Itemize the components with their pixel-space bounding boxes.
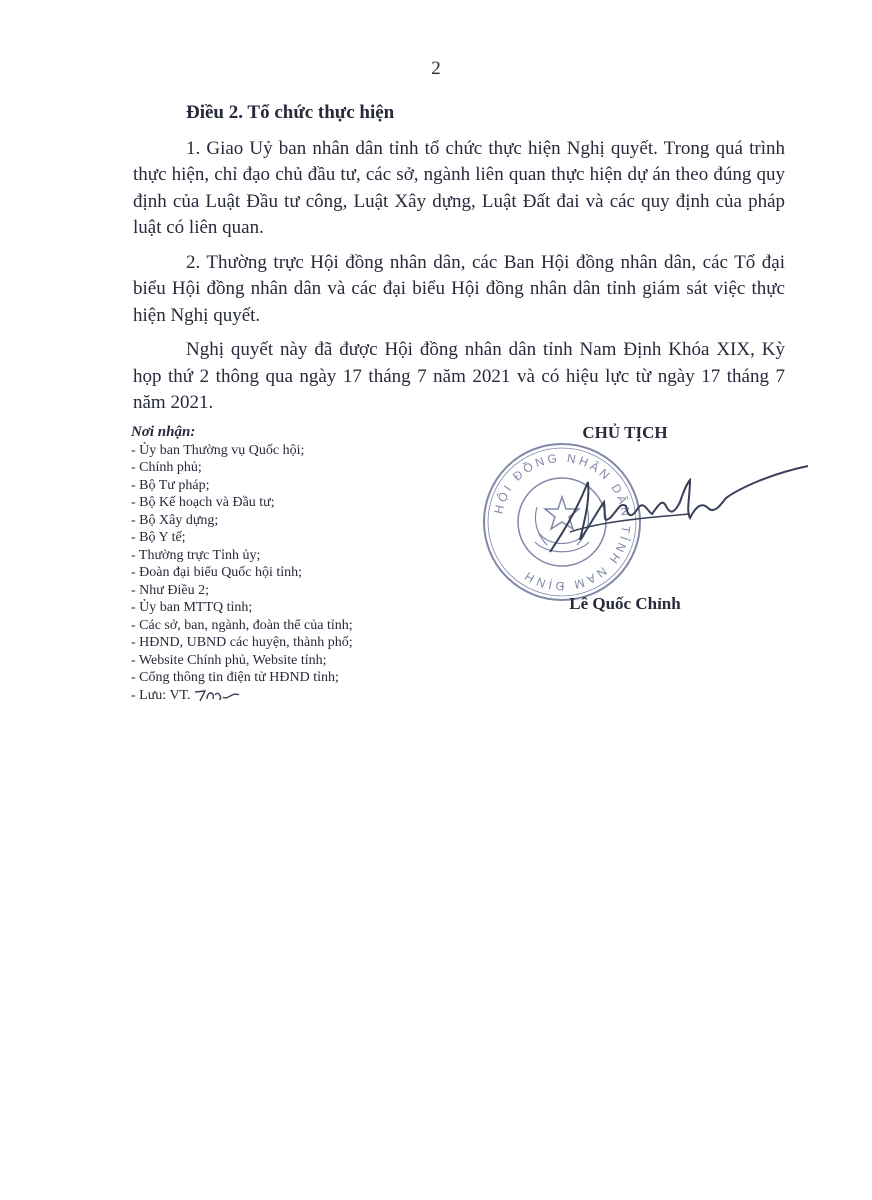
recipients-block [131,424,431,704]
recipient-item: - HĐND, UBND các huyện, thành phố; [131,635,353,650]
recipient-item: - Ủy ban Thường vụ Quốc hội; [131,442,305,458]
paragraph-3: Nghị quyết này đã được Hội đồng nhân dân tỉnh Nam Định Khóa XIX, Kỳ họp thứ 2 thông qua ngày 17 tháng 7 năm 2021 và có hiệu lực từ ngày 17 tháng 7 năm 2021. [133,339,785,413]
article-title: Điều 2. Tổ chức thực hiện [186,102,395,123]
recipient-item-archive [131,687,431,705]
recipient-item: - Ủy ban MTTQ tỉnh; [131,600,253,615]
signer-name: Lê Quốc Chỉnh [569,594,681,613]
signature-block [470,420,810,620]
page-number: 2 [431,58,441,79]
recipient-item: - Bộ Kế hoạch và Đầu tư; [131,495,275,510]
initials-mark-icon [193,687,241,703]
signer-title: CHỦ TỊCH [582,423,668,442]
article-2 [133,100,785,425]
seal-text: HỘI ĐỒNG NHÂN DÂN TỈNH NAM ĐỊNH [491,450,634,594]
recipient-item: - Như Điều 2; [131,582,209,598]
recipient-item: - Đoàn đại biểu Quốc hội tỉnh; [131,565,303,580]
recipient-item: - Thường trực Tỉnh ủy; [131,547,261,563]
recipient-item: - Bộ Y tế; [131,530,186,545]
recipients-title: Nơi nhận: [131,424,196,440]
archive-label: - Lưu: VT. [131,687,191,703]
paragraph-1: 1. Giao Uỷ ban nhân dân tỉnh tổ chức thực hiện Nghị quyết. Trong quá trình thực hiện, chỉ đạo chủ đầu tư, các sở, ngành liên quan thực hiện dự án theo đúng quy định của Luật Đầu tư công, Luật Xây dựng, Luật Đất đai và các quy định của pháp luật có liên quan. [133,137,785,238]
recipient-item: - Bộ Tư pháp; [131,477,210,493]
recipient-item: - Các sở, ban, ngành, đoàn thể của tỉnh; [131,617,353,633]
handwritten-signature-icon [540,462,810,562]
recipients-list [131,442,431,705]
recipient-item: - Cổng thông tin điện tử HĐND tỉnh; [131,670,339,685]
recipient-item: - Bộ Xây dựng; [131,512,219,528]
recipient-item: - Chính phủ; [131,460,202,475]
paragraph-2: 2. Thường trực Hội đồng nhân dân, các Ban Hội đồng nhân dân, các Tổ đại biểu Hội đồng nhân dân và các đại biểu Hội đồng nhân dân tỉnh giám sát việc thực hiện Nghị quyết. [133,251,785,326]
recipient-item: - Website Chính phủ, Website tỉnh; [131,652,327,668]
